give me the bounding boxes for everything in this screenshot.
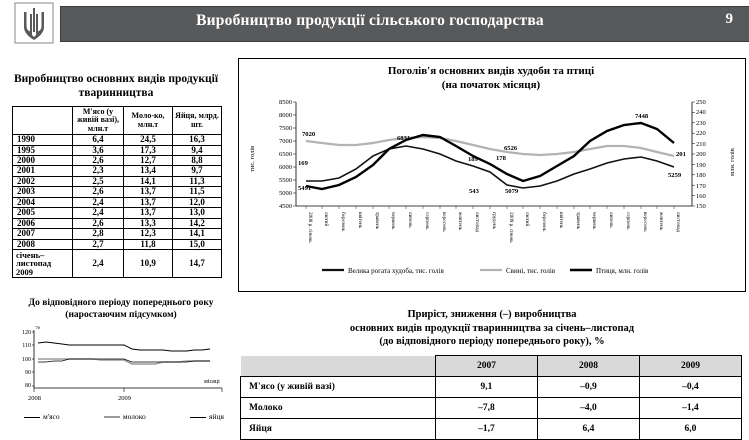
growth-row-label: Молоко	[241, 398, 436, 419]
label-7448: 7448	[635, 113, 649, 120]
col-year	[13, 107, 73, 135]
svg-text:листопад: листопад	[675, 212, 681, 233]
livestock-production-table	[12, 106, 222, 278]
cell-milk: 12,3	[124, 229, 173, 239]
svg-text:8000: 8000	[279, 112, 292, 119]
label-7020: 7020	[302, 131, 316, 138]
cell-eggs: 12,0	[173, 197, 222, 207]
cell-milk: 13,7	[124, 187, 173, 197]
cell-meat: 2,4	[73, 197, 124, 207]
right-axis-label: млн. голів	[729, 148, 736, 176]
label-6831: 6831	[397, 135, 411, 142]
label-201: 201	[676, 151, 686, 158]
left-table-title: Виробництво основних видів продукції тваринництва	[13, 73, 219, 100]
table-row	[13, 156, 222, 166]
svg-text:березень: березень	[541, 212, 547, 232]
cell-eggs: 15,0	[173, 239, 222, 249]
legend-item-eggs	[190, 412, 224, 421]
table-row	[13, 176, 222, 186]
cell-milk: 11,8	[124, 239, 173, 249]
mini-x-2008: 2008	[28, 395, 41, 402]
label-6526: 6526	[504, 145, 518, 152]
livestock-heads-chart	[240, 94, 742, 290]
svg-text:серпень: серпень	[424, 212, 430, 230]
svg-text:240: 240	[696, 109, 706, 116]
cell-eggs: 14,2	[173, 218, 222, 228]
svg-text:250: 250	[696, 99, 706, 106]
legend-line-eggs	[190, 417, 206, 418]
growth-cell-2009: 6,0	[639, 419, 741, 440]
page-title: Виробництво продукції сільського господарства	[196, 12, 544, 29]
page-number: 9	[725, 11, 733, 27]
svg-text:6000: 6000	[279, 164, 292, 171]
growth-table	[240, 355, 742, 440]
growth-cell-2007: –7,8	[435, 398, 537, 419]
mini-chart-legend	[24, 412, 224, 421]
legend-label-pigs: Свині, тис. голів	[506, 267, 556, 275]
svg-text:210: 210	[696, 141, 706, 148]
svg-text:червень: червень	[390, 212, 396, 230]
legend-item-milk	[104, 412, 146, 421]
cell-eggs: 14,7	[173, 249, 222, 278]
cell-year: 2002	[13, 176, 73, 186]
label-5259: 5259	[668, 172, 682, 179]
svg-text:травень: травень	[575, 212, 581, 230]
growth-cell-2007: –1,7	[435, 419, 537, 440]
growth-cell-2007: 9,1	[435, 377, 537, 398]
cell-eggs: 9,7	[173, 166, 222, 176]
svg-text:травень: травень	[374, 212, 380, 230]
growth-row	[241, 398, 742, 419]
cell-eggs: 11,3	[173, 176, 222, 186]
growth-table-title	[240, 308, 744, 349]
cell-year: січень–листопад 2009	[13, 249, 73, 278]
mini-chart	[8, 326, 230, 404]
growth-cell-2009: –0,4	[639, 377, 741, 398]
mini-x-2009: 2009	[118, 395, 131, 402]
col-meat: М'ясо (у живій вазі), млн.т	[73, 107, 124, 135]
cell-milk: 13,7	[124, 208, 173, 218]
svg-text:червень: червень	[591, 212, 597, 230]
legend-item-meat	[24, 412, 60, 421]
svg-text:80: 80	[25, 383, 31, 389]
table-row	[13, 145, 222, 155]
table-row	[13, 187, 222, 197]
svg-text:жовтень: жовтень	[658, 212, 664, 231]
cell-meat: 3,6	[73, 145, 124, 155]
ukraine-trident-emblem	[14, 2, 54, 44]
cell-milk: 10,9	[124, 249, 173, 278]
cell-milk: 24,5	[124, 135, 173, 145]
svg-text:2008 р. січень: 2008 р. січень	[307, 212, 313, 243]
svg-text:липень: липень	[608, 212, 614, 228]
cell-meat: 2,6	[73, 187, 124, 197]
cell-year: 2003	[13, 187, 73, 197]
svg-text:220: 220	[696, 130, 706, 137]
growth-row	[241, 419, 742, 440]
label-169: 169	[298, 160, 308, 167]
svg-text:вересень: вересень	[441, 212, 447, 232]
svg-text:170: 170	[696, 183, 706, 190]
cell-year: 2007	[13, 229, 73, 239]
cell-meat: 2,4	[73, 208, 124, 218]
svg-text:жовтень: жовтень	[457, 212, 463, 231]
cell-year: 1995	[13, 145, 73, 155]
svg-text:5500: 5500	[279, 177, 292, 184]
growth-cell-2008: –4,0	[537, 398, 639, 419]
mini-chart-ylabel: %	[35, 326, 40, 331]
svg-text:150: 150	[696, 203, 706, 210]
svg-text:лютий: лютий	[524, 212, 530, 227]
cell-meat: 2,4	[73, 249, 124, 278]
col-milk: Моло-ко, млн.т	[124, 107, 173, 135]
top-chart-legend	[322, 267, 649, 275]
cell-year: 2005	[13, 208, 73, 218]
table-row	[13, 229, 222, 239]
svg-text:200: 200	[696, 151, 706, 158]
growth-corner-cell	[241, 356, 436, 377]
table-row	[13, 166, 222, 176]
cell-year: 1990	[13, 135, 73, 145]
svg-text:120: 120	[22, 330, 31, 336]
svg-text:230: 230	[696, 120, 706, 127]
series-poultry	[306, 123, 674, 189]
cell-eggs: 9,4	[173, 145, 222, 155]
cell-milk: 13,7	[124, 197, 173, 207]
mini-chart-xlabel: місяці	[204, 379, 220, 385]
page-header	[0, 0, 749, 46]
legend-label-meat: м'ясо	[43, 412, 60, 421]
cell-year: 2008	[13, 239, 73, 249]
svg-text:лютий: лютий	[323, 212, 329, 227]
legend-label-cattle: Велика рогата худоба, тис. голів	[348, 267, 444, 275]
growth-title-line3: (до відповідного періоду попереднього року), %	[379, 336, 605, 348]
growth-col-2007: 2007	[435, 356, 537, 377]
legend-line-meat	[24, 417, 40, 418]
svg-text:березень: березень	[340, 212, 346, 232]
growth-col-2008: 2008	[537, 356, 639, 377]
svg-text:7000: 7000	[279, 138, 292, 145]
svg-text:8500: 8500	[279, 99, 292, 106]
cell-meat: 2,6	[73, 156, 124, 166]
cell-year: 2000	[13, 156, 73, 166]
legend-label-milk: молоко	[122, 412, 146, 421]
label-189: 189	[468, 156, 478, 163]
cell-year: 2004	[13, 197, 73, 207]
series-cattle	[306, 137, 674, 156]
growth-cell-2008: 6,4	[537, 419, 639, 440]
svg-text:вересень: вересень	[642, 212, 648, 232]
table-header-row	[13, 107, 222, 135]
svg-text:квітень: квітень	[558, 212, 564, 229]
cell-milk: 13,4	[124, 166, 173, 176]
growth-title-line2: основних видів продукції тваринництва за січень–листопад	[349, 322, 635, 334]
label-178: 178	[496, 155, 506, 162]
legend-label-poultry: Птиця, млн. голів	[596, 267, 649, 275]
svg-text:серпень: серпень	[625, 212, 631, 230]
cell-meat: 2,5	[73, 176, 124, 186]
cell-eggs: 16,3	[173, 135, 222, 145]
svg-text:160: 160	[696, 193, 706, 200]
cell-eggs: 8,8	[173, 156, 222, 166]
growth-title-line1: Приріст, зниження (–) виробництва	[407, 309, 577, 320]
series-pigs	[306, 146, 674, 188]
legend-label-eggs: яйця	[209, 412, 224, 421]
svg-text:110: 110	[22, 343, 31, 349]
svg-text:липень: липень	[407, 212, 413, 228]
svg-text:квітень: квітень	[357, 212, 363, 229]
growth-header-row	[241, 356, 742, 377]
top-chart-title	[248, 64, 734, 93]
svg-text:грудень: грудень	[491, 212, 497, 230]
growth-col-2009: 2009	[639, 356, 741, 377]
cell-eggs: 11,5	[173, 187, 222, 197]
svg-text:4500: 4500	[279, 203, 292, 210]
svg-text:180: 180	[696, 172, 706, 179]
cell-year: 2001	[13, 166, 73, 176]
top-chart-title-line2: (на початок місяця)	[441, 79, 541, 92]
growth-row-label: Яйця	[241, 419, 436, 440]
svg-text:7500: 7500	[279, 125, 292, 132]
top-chart-title-line1: Поголів'я основних видів худоби та птиці	[387, 65, 595, 77]
cell-meat: 2,8	[73, 229, 124, 239]
table-row	[13, 249, 222, 278]
cell-meat: 2,6	[73, 218, 124, 228]
cell-meat: 6,4	[73, 135, 124, 145]
svg-text:2009 р. січень: 2009 р. січень	[508, 212, 514, 243]
svg-text:листопад: листопад	[474, 212, 480, 233]
table-row	[13, 135, 222, 145]
growth-row	[241, 377, 742, 398]
svg-text:190: 190	[696, 162, 706, 169]
table-row	[13, 208, 222, 218]
table-row	[13, 218, 222, 228]
growth-cell-2008: –0,9	[537, 377, 639, 398]
cell-milk: 14,1	[124, 176, 173, 186]
svg-text:100: 100	[22, 357, 31, 363]
svg-text:6500: 6500	[279, 151, 292, 158]
table-row	[13, 197, 222, 207]
cell-milk: 12,7	[124, 156, 173, 166]
legend-line-milk	[104, 416, 120, 418]
cell-milk: 13,3	[124, 218, 173, 228]
growth-cell-2009: –1,4	[639, 398, 741, 419]
left-axis-label: тис. голів	[249, 145, 256, 172]
cell-meat: 2,7	[73, 239, 124, 249]
label-5491: 5491	[298, 185, 312, 192]
growth-row-label: М'ясо (у живій вазі)	[241, 377, 436, 398]
label-543: 543	[469, 188, 479, 195]
cell-meat: 2,3	[73, 166, 124, 176]
cell-eggs: 13,0	[173, 208, 222, 218]
svg-text:5000: 5000	[279, 190, 292, 197]
table-row	[13, 239, 222, 249]
label-5079: 5079	[505, 188, 519, 195]
svg-text:90: 90	[25, 370, 31, 376]
col-eggs: Яйця, млрд. шт.	[173, 107, 222, 135]
cell-eggs: 14,1	[173, 229, 222, 239]
mini-chart-title: До відповідного періоду попереднього року (наростаючим підсумком)	[28, 298, 214, 320]
cell-milk: 17,3	[124, 145, 173, 155]
cell-year: 2006	[13, 218, 73, 228]
